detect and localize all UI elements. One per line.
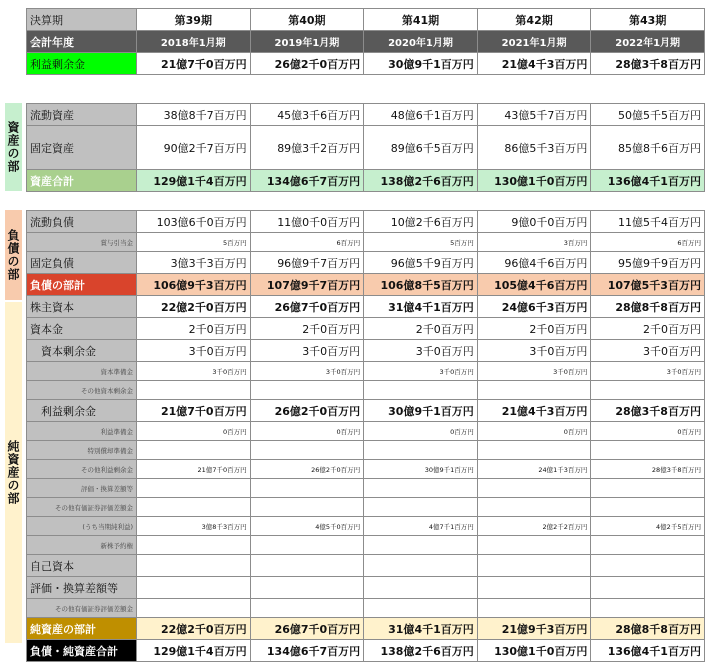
cell-value: 129億1千4百万円 bbox=[137, 170, 251, 192]
cell-value: 130億1千0百万円 bbox=[477, 640, 591, 662]
cell-value: 3億3千3百万円 bbox=[137, 252, 251, 274]
cell-value: 105億4千6百万円 bbox=[477, 274, 591, 296]
cell-value bbox=[137, 498, 251, 517]
row-liabilities-bonus bbox=[27, 233, 705, 252]
cell-value: 31億4千1百万円 bbox=[364, 618, 478, 640]
row-label: 負債・純資産合計 bbox=[27, 640, 137, 662]
cell-value: 11億0千0百万円 bbox=[250, 211, 364, 233]
cell-value: 45億3千6百万円 bbox=[250, 104, 364, 126]
cell-value: 22億2千0百万円 bbox=[137, 296, 251, 318]
row-equity-net-income bbox=[27, 517, 705, 536]
cell-value bbox=[364, 577, 478, 599]
row-label: 資本準備金 bbox=[27, 362, 137, 381]
cell-value: 96億5千9百万円 bbox=[364, 252, 478, 274]
row-equity-legal-reserve bbox=[27, 422, 705, 441]
row-equity-capital-surplus bbox=[27, 340, 705, 362]
cell-value: 89億3千2百万円 bbox=[250, 126, 364, 170]
cell-value: 2018年1月期 bbox=[137, 31, 251, 53]
cell-value: 3千0百万円 bbox=[364, 340, 478, 362]
cell-value: 136億4千1百万円 bbox=[591, 170, 705, 192]
row-equity-valuation bbox=[27, 577, 705, 599]
cell-value: 21億4千3百万円 bbox=[477, 53, 591, 75]
cell-value: 6百万円 bbox=[250, 233, 364, 252]
cell-value: 106億9千3百万円 bbox=[137, 274, 251, 296]
cell-value bbox=[477, 479, 591, 498]
cell-value bbox=[364, 555, 478, 577]
cell-value: 26億2千0百万円 bbox=[250, 460, 364, 479]
row-equity-total bbox=[27, 618, 705, 640]
row-equity-capital bbox=[27, 318, 705, 340]
cell-value: 26億7千0百万円 bbox=[250, 296, 364, 318]
row-equity-other-securities-sub bbox=[27, 498, 705, 517]
cell-value: 26億2千0百万円 bbox=[250, 53, 364, 75]
cell-value: 86億5千3百万円 bbox=[477, 126, 591, 170]
row-equity-shareholders bbox=[27, 296, 705, 318]
cell-value bbox=[137, 599, 251, 618]
cell-value bbox=[364, 479, 478, 498]
cell-value: 2022年1月期 bbox=[591, 31, 705, 53]
cell-value: 3千0百万円 bbox=[250, 362, 364, 381]
row-label: 固定資産 bbox=[27, 126, 137, 170]
cell-value: 43億5千7百万円 bbox=[477, 104, 591, 126]
cell-value: 22億2千0百万円 bbox=[137, 618, 251, 640]
row-period-header bbox=[27, 9, 705, 31]
cell-value bbox=[137, 441, 251, 460]
period-header: 第43期 bbox=[591, 9, 705, 31]
cell-value: 21億7千0百万円 bbox=[137, 400, 251, 422]
row-label: 利益剰余金 bbox=[27, 53, 137, 75]
row-label: 純資産の部計 bbox=[27, 618, 137, 640]
period-header: 第41期 bbox=[364, 9, 478, 31]
row-label: 賞与引当金 bbox=[27, 233, 137, 252]
row-label: (うち当期純利益) bbox=[27, 517, 137, 536]
row-equity-retained bbox=[27, 400, 705, 422]
cell-value: 11億5千4百万円 bbox=[591, 211, 705, 233]
row-equity-special-depr bbox=[27, 441, 705, 460]
cell-value: 28億3千8百万円 bbox=[591, 460, 705, 479]
cell-value: 2千0百万円 bbox=[250, 318, 364, 340]
row-label: 特別償却準備金 bbox=[27, 441, 137, 460]
cell-value: 106億8千5百万円 bbox=[364, 274, 478, 296]
cell-value: 96億9千7百万円 bbox=[250, 252, 364, 274]
cell-value: 4億2千5百万円 bbox=[591, 517, 705, 536]
cell-value: 138億2千6百万円 bbox=[364, 170, 478, 192]
cell-value bbox=[477, 498, 591, 517]
cell-value bbox=[591, 441, 705, 460]
cell-value bbox=[477, 577, 591, 599]
cell-value: 3千0百万円 bbox=[137, 340, 251, 362]
cell-value: 0百万円 bbox=[137, 422, 251, 441]
cell-value bbox=[477, 381, 591, 400]
cell-value: 30億9千1百万円 bbox=[364, 53, 478, 75]
cell-value: 28億8千8百万円 bbox=[591, 618, 705, 640]
cell-value: 2千0百万円 bbox=[477, 318, 591, 340]
cell-value bbox=[364, 498, 478, 517]
cell-value bbox=[591, 599, 705, 618]
row-liabilities-fixed bbox=[27, 252, 705, 274]
row-liabilities-current bbox=[27, 211, 705, 233]
cell-value bbox=[591, 555, 705, 577]
cell-value: 50億5千5百万円 bbox=[591, 104, 705, 126]
cell-value bbox=[250, 577, 364, 599]
row-label: 決算期 bbox=[27, 9, 137, 31]
cell-value: 28億8千8百万円 bbox=[591, 296, 705, 318]
cell-value: 134億6千7百万円 bbox=[250, 640, 364, 662]
row-assets-total bbox=[27, 170, 705, 192]
row-assets-current bbox=[27, 104, 705, 126]
cell-value bbox=[364, 441, 478, 460]
row-equity-warrants bbox=[27, 536, 705, 555]
row-label: 評価・換算差額等 bbox=[27, 479, 137, 498]
cell-value: 5百万円 bbox=[137, 233, 251, 252]
cell-value: 3千0百万円 bbox=[591, 362, 705, 381]
row-label: 新株予約権 bbox=[27, 536, 137, 555]
cell-value: 0百万円 bbox=[364, 422, 478, 441]
cell-value: 24億1千3百万円 bbox=[477, 460, 591, 479]
cell-value bbox=[137, 381, 251, 400]
row-label: 利益準備金 bbox=[27, 422, 137, 441]
cell-value: 130億1千0百万円 bbox=[477, 170, 591, 192]
cell-value: 6百万円 bbox=[591, 233, 705, 252]
cell-value: 24億6千3百万円 bbox=[477, 296, 591, 318]
cell-value: 3千0百万円 bbox=[250, 340, 364, 362]
row-assets-fixed bbox=[27, 126, 705, 170]
cell-value: 4億7千1百万円 bbox=[364, 517, 478, 536]
cell-value bbox=[137, 536, 251, 555]
cell-value bbox=[250, 536, 364, 555]
cell-value: 2千0百万円 bbox=[591, 318, 705, 340]
row-retained bbox=[27, 53, 705, 75]
row-label: 固定負債 bbox=[27, 252, 137, 274]
cell-value bbox=[591, 381, 705, 400]
cell-value: 89億6千5百万円 bbox=[364, 126, 478, 170]
row-equity-other-securities bbox=[27, 599, 705, 618]
cell-value: 3千0百万円 bbox=[477, 340, 591, 362]
row-label: 利益剰余金 bbox=[27, 400, 137, 422]
cell-value: 5百万円 bbox=[364, 233, 478, 252]
cell-value bbox=[137, 555, 251, 577]
row-label: その他利益剰余金 bbox=[27, 460, 137, 479]
section-label-assets: 資産の部 bbox=[5, 103, 22, 191]
row-equity-other-retained bbox=[27, 460, 705, 479]
cell-value: 3千0百万円 bbox=[137, 362, 251, 381]
cell-value: 28億3千8百万円 bbox=[591, 53, 705, 75]
cell-value bbox=[364, 599, 478, 618]
cell-value bbox=[137, 577, 251, 599]
row-liabilities-total bbox=[27, 274, 705, 296]
cell-value bbox=[591, 577, 705, 599]
cell-value: 85億8千6百万円 bbox=[591, 126, 705, 170]
row-label: 会計年度 bbox=[27, 31, 137, 53]
top-table bbox=[26, 8, 705, 75]
cell-value: 26億7千0百万円 bbox=[250, 618, 364, 640]
row-label: 自己資本 bbox=[27, 555, 137, 577]
cell-value: 2019年1月期 bbox=[250, 31, 364, 53]
cell-value bbox=[591, 479, 705, 498]
cell-value: 26億2千0百万円 bbox=[250, 400, 364, 422]
cell-value: 0百万円 bbox=[591, 422, 705, 441]
row-label: 負債の部計 bbox=[27, 274, 137, 296]
cell-value: 103億6千0百万円 bbox=[137, 211, 251, 233]
cell-value: 2020年1月期 bbox=[364, 31, 478, 53]
cell-value bbox=[364, 536, 478, 555]
cell-value: 31億4千1百万円 bbox=[364, 296, 478, 318]
cell-value: 3百万円 bbox=[477, 233, 591, 252]
cell-value: 3千0百万円 bbox=[364, 362, 478, 381]
cell-value: 30億9千1百万円 bbox=[364, 460, 478, 479]
cell-value: 30億9千1百万円 bbox=[364, 400, 478, 422]
cell-value bbox=[250, 441, 364, 460]
row-label: 株主資本 bbox=[27, 296, 137, 318]
cell-value: 107億5千3百万円 bbox=[591, 274, 705, 296]
cell-value: 3千0百万円 bbox=[591, 340, 705, 362]
cell-value: 21億7千0百万円 bbox=[137, 53, 251, 75]
cell-value bbox=[250, 479, 364, 498]
row-label: 資本剰余金 bbox=[27, 340, 137, 362]
cell-value bbox=[591, 498, 705, 517]
cell-value bbox=[477, 555, 591, 577]
cell-value: 21億4千3百万円 bbox=[477, 400, 591, 422]
row-fiscal-year bbox=[27, 31, 705, 53]
assets-table bbox=[26, 103, 705, 192]
row-label: その他資本剰余金 bbox=[27, 381, 137, 400]
cell-value: 3千0百万円 bbox=[477, 362, 591, 381]
row-label: 資本金 bbox=[27, 318, 137, 340]
cell-value: 95億9千9百万円 bbox=[591, 252, 705, 274]
cell-value: 2021年1月期 bbox=[477, 31, 591, 53]
row-label: その他有価証券評価差額金 bbox=[27, 498, 137, 517]
cell-value bbox=[477, 441, 591, 460]
period-header: 第42期 bbox=[477, 9, 591, 31]
cell-value: 0百万円 bbox=[250, 422, 364, 441]
liabilities-equity-table bbox=[26, 210, 705, 662]
cell-value: 38億8千7百万円 bbox=[137, 104, 251, 126]
cell-value bbox=[250, 381, 364, 400]
cell-value: 2億2千2百万円 bbox=[477, 517, 591, 536]
cell-value bbox=[477, 599, 591, 618]
cell-value: 138億2千6百万円 bbox=[364, 640, 478, 662]
cell-value: 21億7千0百万円 bbox=[137, 460, 251, 479]
cell-value: 21億9千3百万円 bbox=[477, 618, 591, 640]
cell-value: 0百万円 bbox=[477, 422, 591, 441]
cell-value: 28億3千8百万円 bbox=[591, 400, 705, 422]
cell-value bbox=[250, 599, 364, 618]
row-label: その他有価証券評価差額金 bbox=[27, 599, 137, 618]
cell-value: 129億1千4百万円 bbox=[137, 640, 251, 662]
section-label-liabilities: 負債の部 bbox=[5, 210, 22, 300]
row-label: 流動資産 bbox=[27, 104, 137, 126]
cell-value: 48億6千1百万円 bbox=[364, 104, 478, 126]
row-grand-total bbox=[27, 640, 705, 662]
row-label: 流動負債 bbox=[27, 211, 137, 233]
row-label: 評価・換算差額等 bbox=[27, 577, 137, 599]
cell-value: 2千0百万円 bbox=[364, 318, 478, 340]
row-label: 資産合計 bbox=[27, 170, 137, 192]
row-equity-valuation-sub bbox=[27, 479, 705, 498]
cell-value bbox=[137, 479, 251, 498]
cell-value bbox=[364, 381, 478, 400]
cell-value: 4億5千0百万円 bbox=[250, 517, 364, 536]
cell-value: 136億4千1百万円 bbox=[591, 640, 705, 662]
period-header: 第39期 bbox=[137, 9, 251, 31]
cell-value: 96億4千6百万円 bbox=[477, 252, 591, 274]
cell-value bbox=[250, 555, 364, 577]
row-equity-treasury bbox=[27, 555, 705, 577]
cell-value: 90億2千7百万円 bbox=[137, 126, 251, 170]
cell-value: 9億0千0百万円 bbox=[477, 211, 591, 233]
cell-value bbox=[477, 536, 591, 555]
cell-value: 3億8千3百万円 bbox=[137, 517, 251, 536]
row-equity-capital-reserve bbox=[27, 362, 705, 381]
cell-value bbox=[250, 498, 364, 517]
cell-value: 107億9千7百万円 bbox=[250, 274, 364, 296]
row-equity-other-capital-surplus bbox=[27, 381, 705, 400]
cell-value bbox=[591, 536, 705, 555]
cell-value: 10億2千6百万円 bbox=[364, 211, 478, 233]
period-header: 第40期 bbox=[250, 9, 364, 31]
cell-value: 134億6千7百万円 bbox=[250, 170, 364, 192]
cell-value: 2千0百万円 bbox=[137, 318, 251, 340]
section-label-net-assets: 純資産の部 bbox=[5, 302, 22, 643]
